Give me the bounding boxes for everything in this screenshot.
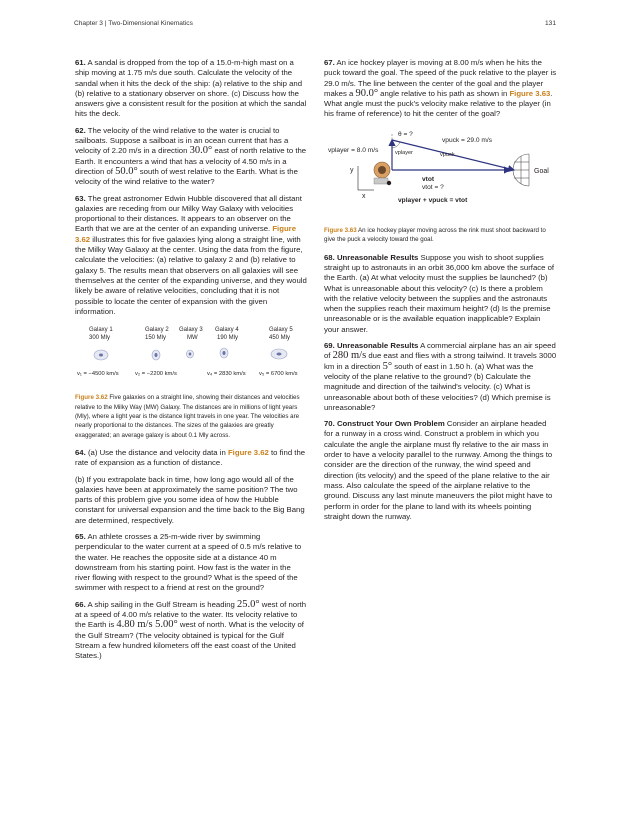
math-angle: 25.0° (237, 598, 260, 610)
hockey-player-icon (374, 162, 391, 185)
galaxy-3-dist: MW (187, 335, 198, 342)
problem-61 (75, 58, 308, 120)
problem-text: An ice hockey player is moving at 8.00 m/s when he hits the puck toward the goal. The speed of the puck relative to the player is 29.0 m/s. The line between the center of the goal and the player makes a (324, 58, 557, 98)
problem-65 (75, 532, 308, 594)
hockey-diagram (324, 126, 557, 218)
problem-title: Construct Your Own Problem (336, 419, 445, 429)
problem-title: Unreasonable Results (336, 252, 419, 262)
problem-text: A commercial airplane has an air speed of (324, 341, 556, 361)
galaxy-2-name: Galaxy 2 (145, 327, 169, 334)
problem-number: 64. (75, 447, 86, 457)
galaxy-5-icon (271, 349, 287, 359)
axis-x-label: x (362, 192, 366, 200)
caption-label: Figure 3.62 (75, 394, 108, 402)
math-angle: 90.0° (355, 87, 379, 99)
problem-text: (a) Use the distance and velocity data in (87, 447, 228, 457)
axes (358, 166, 374, 190)
problem-text: The velocity of the wind relative to the water is crucial to sailboats. Suppose a sailboat is in an ocean current that has a velocity of 2.20 m/s in a direction (75, 125, 289, 156)
problem-number: 63. (75, 193, 86, 203)
vpuck-label: vpuck (440, 151, 455, 158)
goal-net (513, 154, 529, 186)
problem-63 (75, 194, 308, 318)
problem-text: . What angle must the puck's velocity make relative to the player (in his frame of reference) to hit the center of the goal? (324, 88, 553, 119)
galaxy-2-icon (152, 350, 160, 360)
galaxy-3-icon (187, 350, 194, 358)
problem-text: east of north relative to the Earth. It encounters a wind that has a velocity of 4.50 m/s in a direction of (75, 146, 307, 176)
galaxy-5-name: Galaxy 5 (269, 327, 293, 334)
problem-number: 65. (75, 531, 86, 541)
right-column (324, 58, 557, 528)
problem-text: A sandal is dropped from the top of a 15.0-m-high mast on a ship moving at 1.75 m/s due south. Calculate the velocity of the sandal when it hits the deck of the ship: (a) relative to the ship and (b) relative to a stationary observer on shore. (c) Discuss how the answers give a consistent result for the position at which the sandal hits the deck. (75, 58, 307, 119)
problem-66 (75, 600, 308, 662)
galaxy-5-velocity: v₅ = 6700 km/s (259, 371, 298, 378)
galaxy-diagram (75, 323, 308, 385)
math-velocity: 4.80 m/s 5.00° (116, 619, 178, 631)
caption-text: An ice hockey player moving across the rink must shoot backward to give the puck a velocity toward the goal. (324, 227, 546, 244)
galaxy-5-dist: 450 Mly (269, 335, 291, 342)
vplayer-label: vplayer (395, 149, 414, 156)
problem-number: 62. (75, 125, 86, 135)
galaxy-1-dist: 300 Mly (89, 335, 111, 342)
page-number: 131 (544, 20, 556, 27)
math-speed: 280 m/s (332, 350, 367, 362)
left-column (75, 58, 308, 668)
chapter-title: Chapter 3 | Two-Dimensional Kinematics (74, 20, 193, 27)
problem-number: 69. (324, 341, 335, 351)
vtot-label: vtot (422, 175, 435, 183)
figure-link[interactable]: Figure 3.63 (509, 88, 551, 98)
problem-text: A ship sailing in the Gulf Stream is heading (87, 599, 238, 609)
axis-y-label: y (350, 166, 354, 174)
math-angle: 30.0° (189, 145, 213, 157)
galaxy-4-icon (220, 348, 228, 358)
vtot-value-label: vtot = ? (422, 183, 444, 191)
figure-3-63 (324, 126, 557, 245)
math-angle: 5° (382, 360, 393, 372)
problem-number: 67. (324, 58, 335, 67)
problem-text: angle relative to his path as shown in (378, 88, 510, 98)
problem-text: Suppose you wish to shoot supplies straight up to astronauts in an orbit 36,000 km above the surface of the Earth. (a) At what velocity must the supplies be launched? (b) What is unreasonable about this velocity? (c) Is there a problem with the relative velocity between the supplies and the astronauts when the supplies reach their maximum height? (d) Is the premise unreasonable or is the available equation inapplicable? Explain your answer. (324, 252, 555, 334)
problem-text: illustrates this for five galaxies lying along a straight line, with the Milky Way Galaxy at the center. Using the data from the figure, calculate the velocities: (a) relative to galaxy 2 and (b) relative to galaxy 5. The results mean that observers on all galaxies will see themselves at the center of the expanding universe, and they would likely be aware of relative velocities, concluding that it is not possible to locate the center of expansion with the given information. (75, 234, 307, 316)
problem-number: 66. (75, 599, 86, 609)
vplayer-value-label: vplayer = 8.0 m/s (328, 146, 379, 154)
theta-label: θ = ? (398, 130, 413, 138)
problem-text: The great astronomer Edwin Hubble discovered that all distant galaxies are receding from our Milky Way Galaxy with velocities proportional to their distances. It appears to an observer on the Earth that we are at the center of an expanding universe. (75, 193, 302, 234)
galaxy-4-dist: 190 Mly (217, 335, 239, 342)
galaxy-2-velocity: v₂ = −2200 km/s (135, 371, 177, 378)
math-angle: 50.0° (115, 165, 138, 177)
problem-number: 68. (324, 252, 335, 262)
galaxy-2-dist: 150 Mly (145, 335, 167, 342)
problem-69 (324, 341, 557, 413)
galaxy-1-velocity: v₁ = −4500 km/s (77, 371, 119, 378)
figure-3-62 (75, 323, 308, 440)
galaxy-4-velocity: v₄ = 2830 km/s (207, 371, 246, 378)
figure-3-62-caption (75, 393, 308, 439)
galaxy-1-icon (94, 350, 108, 360)
galaxy-4-name: Galaxy 4 (215, 327, 239, 334)
figure-3-63-caption (324, 226, 557, 245)
problem-text: to find the rate of expansion as a function of distance. (75, 447, 306, 468)
problem-text: due east and flies with a strong tailwind. It travels 3000 km in a direction (324, 351, 557, 371)
galaxy-1-name: Galaxy 1 (89, 327, 113, 334)
problem-70 (324, 419, 557, 522)
problem-68 (324, 253, 557, 335)
problem-text: south of west relative to the Earth. What is the velocity of the wind relative to the water? (75, 166, 298, 187)
problem-number: 61. (75, 58, 86, 67)
problem-title: Unreasonable Results (336, 341, 419, 351)
problem-64 (75, 448, 308, 469)
caption-text: Five galaxies on a straight line, showing their distances and velocities relative to the Milky Way (MW) Galaxy. The distances are in millions of light years (Mly), where a light year is the distance light travels in one year. The velocities are nearly proportional to the distances. The sizes of the galaxies are greatly exaggerated; an average galaxy is about 0.1 Mly across. (75, 394, 300, 439)
problem-text: Consider an airplane headed for a runway in a cross wind. Construct a problem in which you calculate the angle the airplane must fly relative to the air mass in order to have a velocity parallel to the runway. Among the things to consider are the direction of the runway, the wind speed and direction (its velocity) and the speed of the plane relative to the air mass. Also calculate the speed of the airplane relative to the ground. Discuss any last minute maneuvers the pilot might have to perform in order for the plane to land with its wheels pointing straight down the runway. (324, 419, 553, 521)
problem-text: west of north at a speed of 4.00 m/s relative to the water. Its velocity relative to the Earth is (75, 599, 307, 630)
caption-label: Figure 3.63 (324, 227, 357, 235)
vector-sum-label: vplayer + vpuck = vtot (398, 196, 468, 204)
figure-link[interactable]: Figure 3.62 (75, 224, 297, 244)
problem-number: 70. (324, 419, 335, 429)
problem-64-b: (b) If you extrapolate back in time, how long ago would all of the galaxies have been at approximately the same position? The two parts of this problem give you some idea of how the Hubble constant for universal expansion and the time back to the Big Bang are determined, respectively. (75, 474, 305, 525)
problem-text: south of east in 1.50 h. (a) What was the velocity of the plane relative to the ground? (b) Calculate the magnitude and direction of the tailwind's velocity. (c) What is unreasonable about both of these velocities? (d) Which premise is unreasonable? (324, 361, 551, 412)
page-header (74, 20, 556, 27)
galaxy-3-name: Galaxy 3 (179, 327, 203, 334)
problem-text: An athlete crosses a 25-m-wide river by swimming perpendicular to the water current at a speed of 0.5 m/s relative to the water. He reaches the opposite side at a distance 40 m downstream from his starting point. How fast is the water in the river flowing with respect to the ground? What is the speed of the swimmer with respect to a friend at rest on the ground? (75, 531, 302, 593)
problem-text: west of north. What is the velocity of the Gulf Stream? (The velocity obtained is typical for the Gulf Stream a few hundred kilometers off the east coast of the United States.) (75, 620, 304, 661)
problem-67 (324, 58, 557, 120)
figure-link[interactable]: Figure 3.62 (227, 447, 269, 457)
problem-62 (75, 126, 308, 188)
vpuck-value-label: vpuck = 29.0 m/s (442, 136, 493, 144)
goal-label: Goal (534, 167, 549, 175)
